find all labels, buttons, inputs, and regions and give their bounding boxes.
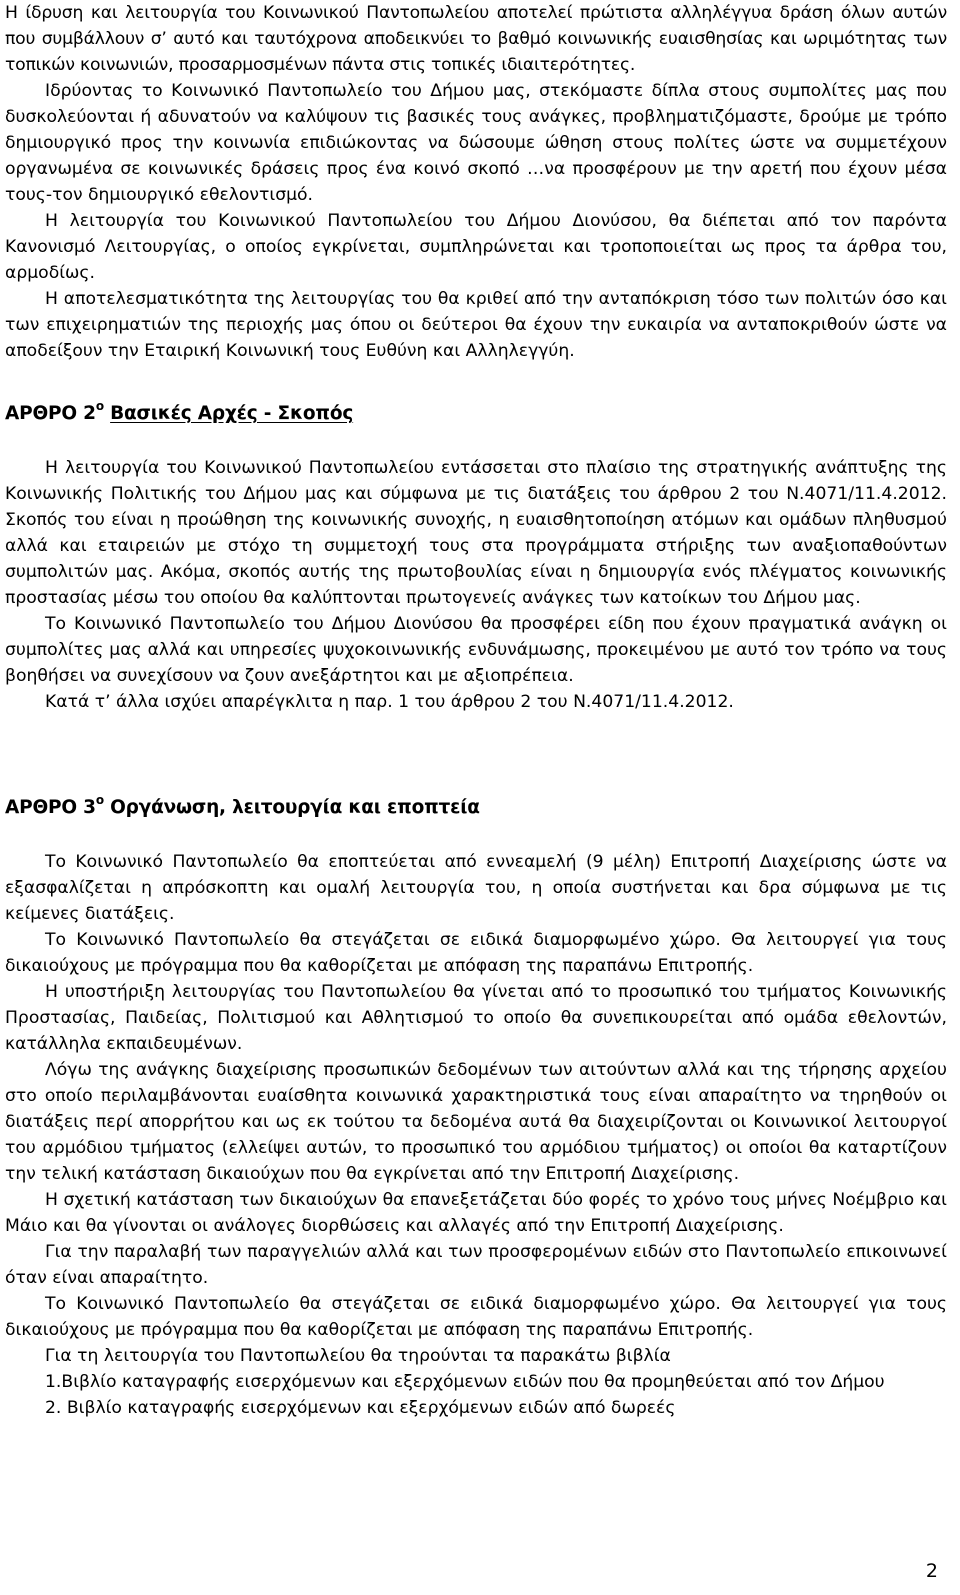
page-number: 2 [925,1560,938,1582]
article-3-paragraph-8: Για τη λειτουργία του Παντοπωλείου θα τηρούνται τα παρακάτω βιβλία [45,1346,671,1367]
article-2-paragraph-1: Η λειτουργία του Κοινωνικού Παντοπωλείου εντάσσεται στο πλαίσιο της στρατηγικής ανάπτυξης της Κοινωνικής Πολιτικής του Δήμου μας και σύμφωνα με τις διατάξεις του άρθρου 2 του Ν.4071/11.4.2012. Σκοπός του είναι η προώθηση της κοινωνικής συνοχής, η ευαισθητοποίηση ατόμων και ομάδων πληθυσμού αλλά και εταιρειών με στόχο τη συμμετοχή τους στα προγράμματα στήριξης των αναξιοπαθούντων συμπολιτών μας. Ακόμα, σκοπός αυτής της πρωτοβουλίας είναι η δημιουργία ενός πλέγματος κοινωνικής προστασίας μέσω του οποίου θα καλύπτονται πρωτογενείς ανάγκες των κατοίκων του Δήμου μας. [5,458,947,609]
article-2-paragraph-2: Το Κοινωνικό Παντοπωλείο του Δήμου Διονύσου θα προσφέρει είδη που έχουν πραγματικά ανάγκη οι συμπολίτες μας αλλά και υπηρεσίες ψυχοκοινωνικής ενδυνάμωσης, προκειμένου με αυτό τον τρόπο να τους βοηθήσει να συνεχίσουν να ζουν ανεξάρτητοι και με αξιοπρέπεια. [5,614,947,687]
article-3-section [5,789,947,1421]
article-3-title: Οργάνωση, λειτουργία και εποπτεία [110,797,480,819]
article-3-paragraph-4: Λόγω της ανάγκης διαχείρισης προσωπικών δεδομένων των αιτούντων αλλά και της τήρησης αρχείου στο οποίο περιλαμβάνονται ευαίσθητα κοινωνικά χαρακτηριστικά τους είναι απαραίτητο να τηρηθούν οι διατάξεις περί απορρήτου και ως εκ τούτου τα δεδομένα αυτά θα διαχειρίζονται οι Κοινωνικοί λειτουργοί του αρμόδιου τμήματος (ελλείψει αυτών, το προσωπικό του αρμόδιου τμήματος) οι οποίοι θα καταρτίζουν την τελική κατάσταση δικαιούχων που θα εγκρίνεται από την Επιτροπή Διαχείρισης. [5,1060,947,1185]
intro-paragraph-3: Η λειτουργία του Κοινωνικού Παντοπωλείου του Δήμου Διονύσου, θα διέπεται από τον παρόντα Κανονισμό Λειτουργίας, ο οποίος εγκρίνεται, συμπληρώνεται και τροποποιείται ως προς τα άρθρα του, αρμοδίως. [5,211,947,283]
article-2-sup: ο [95,399,104,413]
article-2-label: ΑΡΘΡΟ 2 [5,403,96,425]
article-3-sup: ο [95,793,104,807]
article-3-paragraph-2: Το Κοινωνικό Παντοπωλείο θα στεγάζεται σε ειδικά διαμορφωμένο χώρο. Θα λειτουργεί για τους δικαιούχους με πρόγραμμα που θα καθορίζεται με απόφαση της παραπάνω Επιτροπής. [5,930,947,977]
article-3-label: ΑΡΘΡΟ 3 [5,797,96,819]
article-3-list-item-2: 2. Βιβλίο καταγραφής εισερχόμενων και εξερχόμενων ειδών από δωρεές [45,1398,676,1419]
article-3-list-item-1: 1.Βιβλίο καταγραφής εισερχόμενων και εξερχόμενων ειδών που θα προμηθεύεται από τον Δήμου [45,1372,885,1393]
article-2-heading [5,395,947,427]
article-3-paragraph-3: Η υποστήριξη λειτουργίας του Παντοπωλείου θα γίνεται από το προσωπικό του τμήματος Κοινωνικής Προστασίας, Παιδείας, Πολιτισμού και Αθλητισμού το οποίο θα συνεπικουρείται από ομάδα εθελοντών, κατάλληλα εκπαιδευμένων. [5,982,947,1055]
article-3-heading [5,789,947,821]
article-2-title: Βασικές Αρχές - Σκοπός [110,403,354,425]
intro-paragraph-2: Ιδρύοντας το Κοινωνικό Παντοπωλείο του Δήμου μας, στεκόμαστε δίπλα στους συμπολίτες μας που δυσκολεύονται ή αδυνατούν να καλύψουν τις βασικές τους ανάγκες, προβληματιζόμαστε, δρούμε με τρόπο δημιουργικό προς την κοινωνία επιδιώκοντας να δώσουμε ώθηση στους πολίτες ώστε να συμμετέχουν οργανωμένα σε κοινωνικές δράσεις προς ένα κοινό σκοπό …να προσφέρουν με την αρετή που έχουν μέσα τους-τον δημιουργικό εθελοντισμό. [5,81,947,205]
intro-section [5,0,947,364]
article-3-paragraph-7: Το Κοινωνικό Παντοπωλείο θα στεγάζεται σε ειδικά διαμορφωμένο χώρο. Θα λειτουργεί για τους δικαιούχους με πρόγραμμα που θα καθορίζεται με απόφαση της παραπάνω Επιτροπής. [5,1294,947,1341]
article-3-paragraph-5: Η σχετική κατάσταση των δικαιούχων θα επανεξετάζεται δύο φορές το χρόνο τους μήνες Νοέμβριο και Μάιο και θα γίνονται οι ανάλογες διορθώσεις και αλλαγές από την Επιτροπή Διαχείρισης. [5,1190,947,1237]
article-2-paragraph-3: Κατά τ’ άλλα ισχύει απαρέγκλιτα η παρ. 1 του άρθρου 2 του Ν.4071/11.4.2012. [45,692,734,713]
article-2-section [5,395,947,715]
article-3-paragraph-6: Για την παραλαβή των παραγγελιών αλλά και των προσφερομένων ειδών στο Παντοπωλείο επικοινωνεί όταν είναι απαραίτητο. [5,1242,947,1289]
article-3-paragraph-1: Το Κοινωνικό Παντοπωλείο θα εποπτεύεται από εννεαμελή (9 μέλη) Επιτροπή Διαχείρισης ώστε να εξασφαλίζεται η απρόσκοπτη και ομαλή λειτουργία του, η οποία συστήνεται και δρα σύμφωνα με τις κείμενες διατάξεις. [5,852,947,925]
intro-paragraph-1: Η ίδρυση και λειτουργία του Κοινωνικού Παντοπωλείου αποτελεί πρώτιστα αλληλέγγυα δράση όλων αυτών που συμβάλλουν σ’ αυτό και ταυτόχρονα αποδεικνύει το βαθμό κοινωνικής ευαισθησίας και ωριμότητας των τοπικών κοινωνιών, προσαρμοσμένων πάντα στις τοπικές ιδιαιτερότητες. [5,3,947,75]
intro-paragraph-4: Η αποτελεσματικότητα της λειτουργίας του θα κριθεί από την ανταπόκριση τόσο των πολιτών όσο και των επιχειρηματιών της περιοχής μας όπου οι δεύτεροι θα έχουν την ευκαιρία να ανταποκριθούν ώστε να αποδείξουν την Εταιρική Κοινωνική τους Ευθύνη και Αλληλεγγύη. [5,289,947,361]
